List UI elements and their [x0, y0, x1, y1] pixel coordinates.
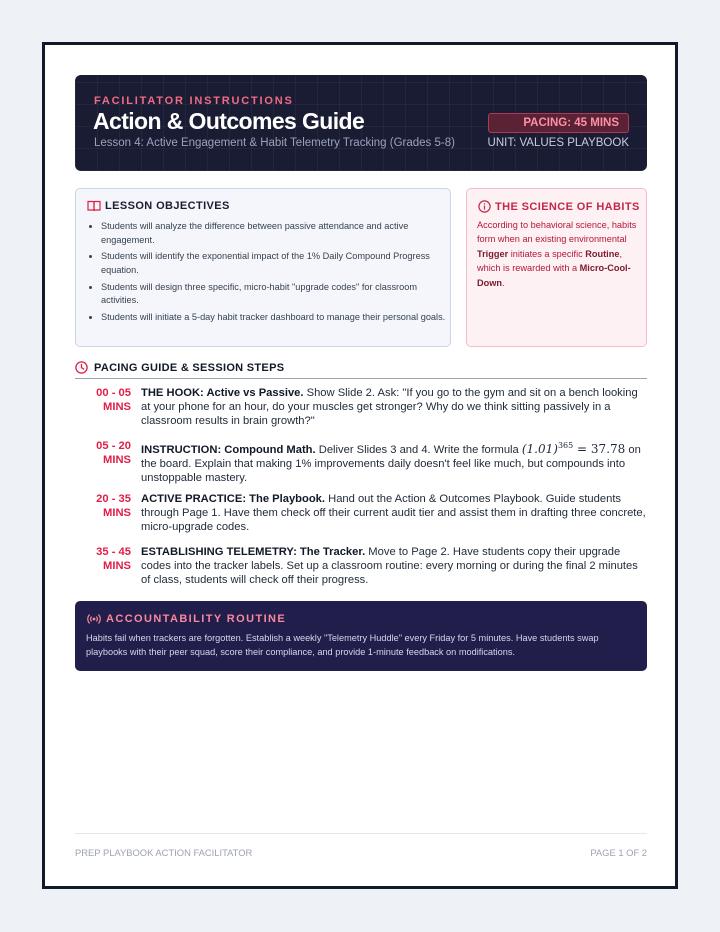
- accountability-title: ACCOUNTABILITY ROUTINE: [106, 613, 287, 625]
- header-banner: [75, 75, 647, 171]
- list-item: • Students will design three specific, micro-habit "upgrade codes" for classroom activities.: [101, 281, 451, 308]
- footer-title: PREP PLAYBOOK ACTION FACILITATOR: [75, 847, 253, 858]
- list-item: • Students will analyze the difference between passive attendance and active engagement.: [101, 220, 451, 247]
- trigger-term: Trigger: [477, 248, 509, 259]
- pacing-title: PACING GUIDE & SESSION STEPS: [94, 361, 285, 374]
- eyebrow-label: FACILITATOR INSTRUCTIONS: [94, 95, 294, 107]
- broadcast-icon: [87, 613, 101, 625]
- accountability-text: Habits fail when trackers are forgotten. Establish a weekly "Telemetry Huddle" every Friday for 5 minutes. Have students swap playbooks with their peer squad, score their compliance, and provide 1-minute feedback on modifications.: [86, 633, 599, 657]
- step-time: 00 - 05 MINS: [96, 387, 131, 414]
- compound-formula: $(1.01)^{365} = 37.78$: [521, 441, 626, 456]
- list-item: • Students will identify the exponential impact of the 1% Daily Compound Progress equation.: [101, 250, 451, 277]
- objectives-list: [88, 220, 451, 328]
- science-card: [466, 188, 647, 347]
- footer-divider: [75, 833, 647, 834]
- lesson-subtitle: Lesson 4: Active Engagement & Habit Telemetry Tracking (Grades 5-8): [94, 137, 455, 149]
- step-text: THE HOOK: Active vs Passive. Show Slide 2. Ask: "If you go to the gym and sit on a bench looking at your phone for an hour, do your muscles get stronger? Why do we think sitting passively in a classroom results in brain growth?": [141, 387, 638, 428]
- objectives-title: LESSON OBJECTIVES: [105, 200, 230, 212]
- page-title: Action & Outcomes Guide: [93, 108, 365, 134]
- step-text: INSTRUCTION: Compound Math. Deliver Slides 3 and 4. Write the formula $(1.01)^{365} = 37.78$ on the board. Explain that making 1% improvements daily doesn't feel like much, but compounds into unstoppable mastery.: [141, 441, 641, 485]
- section-divider: [75, 378, 647, 379]
- objectives-card: [75, 188, 451, 347]
- cooldown-term: Micro-Cool-Down: [477, 263, 631, 288]
- pacing-step: [75, 439, 647, 486]
- step-heading: INSTRUCTION: Compound Math.: [141, 444, 316, 456]
- step-time: 20 - 35 MINS: [96, 493, 131, 520]
- step-text: ACTIVE PRACTICE: The Playbook. Hand out the Action & Outcomes Playbook. Guide students through Page 1. Have them check off their current audit tier and assist them in drafting three concrete, micro-upgrade codes.: [141, 493, 646, 534]
- pacing-step: [75, 545, 647, 588]
- step-text: ESTABLISHING TELEMETRY: The Tracker. Move to Page 2. Have students copy their upgrade codes into the tracker labels. Set up a classroom routine: every morning or during the final 2 minutes of class, students will check off their progress.: [141, 546, 638, 587]
- step-heading: ACTIVE PRACTICE: The Playbook.: [141, 493, 325, 505]
- science-heading: [478, 200, 640, 213]
- clock-icon: [75, 361, 88, 374]
- step-time: 05 - 20 MINS: [96, 440, 131, 467]
- science-text: According to behavioral science, habits form when an existing environmental Trigger initiates a specific Routine, which is rewarded with a Micro-Cool-Down.: [477, 220, 637, 288]
- objectives-heading: [87, 200, 230, 212]
- page-number: PAGE 1 OF 2: [590, 847, 647, 858]
- step-time: 35 - 45 MINS: [96, 546, 131, 573]
- routine-term: Routine: [585, 248, 620, 259]
- step-heading: THE HOOK: Active vs Passive.: [141, 387, 304, 399]
- pacing-heading: [75, 361, 647, 374]
- book-icon: [87, 200, 101, 212]
- science-title: THE SCIENCE OF HABITS: [495, 200, 640, 213]
- accountability-heading: [87, 613, 286, 625]
- step-heading: ESTABLISHING TELEMETRY: The Tracker.: [141, 546, 366, 558]
- unit-label: UNIT: VALUES PLAYBOOK: [487, 137, 629, 149]
- info-icon: [478, 200, 491, 213]
- pacing-step: [75, 492, 647, 535]
- accountability-panel: [75, 601, 647, 671]
- pacing-badge: PACING: 45 MINS: [488, 113, 629, 133]
- facilitator-page: [42, 42, 678, 889]
- pacing-step: [75, 386, 647, 429]
- list-item: • Students will initiate a 5-day habit tracker dashboard to manage their personal goals.: [101, 311, 451, 325]
